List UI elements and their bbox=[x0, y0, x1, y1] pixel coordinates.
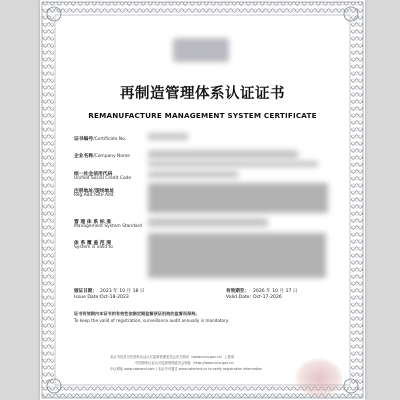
address-label-en: Reg.Add./Site Add. bbox=[74, 193, 115, 198]
cert-no-value-redacted bbox=[148, 133, 188, 140]
validity-note-en: To keep the valid of registration, surveillance audit annually is mandatory. bbox=[74, 318, 230, 323]
certificate-title-en: REMANUFACTURE MANAGEMENT SYSTEM CERTIFICATE bbox=[88, 111, 317, 120]
valid-date-label-cn: 有效期至： bbox=[226, 289, 249, 294]
red-seal-stamp bbox=[295, 358, 343, 398]
company-name-value-redacted bbox=[148, 150, 298, 159]
address-label-cn: 注册地址/现场地址 bbox=[74, 189, 115, 194]
footer-line-3: 中认网址 www.cabrand.com / 本证书可通过 www.caterund.cn to verify registration information bbox=[110, 367, 263, 371]
scope-value-redacted bbox=[148, 233, 326, 278]
cert-no-label-en: /Certificate No. bbox=[93, 137, 127, 142]
standard-label-en: Management System Standard bbox=[74, 224, 143, 229]
company-name-en-value-redacted bbox=[148, 161, 318, 167]
company-name-label-cn: 企业名称 bbox=[74, 154, 94, 159]
scope-label-en: System is valid to bbox=[74, 245, 113, 250]
cert-no-label-cn: 证书编号 bbox=[74, 137, 94, 142]
footer-line-2: 中国国家认证认可监督管理委员会网址（http://www.cnca.gov.cn） bbox=[135, 361, 237, 365]
issue-date-value-cn: 2023 年 10 月 18 日 bbox=[100, 289, 145, 294]
certifier-logo bbox=[173, 38, 229, 62]
credit-code-value-redacted bbox=[148, 171, 238, 178]
address-value-redacted bbox=[148, 183, 328, 213]
credit-code-label-en: Unified Social Credit Code bbox=[74, 176, 132, 181]
validity-note-cn: 证书有效期内本证书的有效性依据定期监督获证机构的监督而保持。 bbox=[74, 311, 200, 316]
standard-label-cn: 管 理 体 系 标 准 bbox=[74, 220, 112, 225]
certificate-title-cn: 再制造管理体系认证证书 bbox=[120, 86, 285, 102]
company-name-label-en: /Company Name bbox=[93, 154, 130, 159]
standard-value-redacted bbox=[148, 218, 268, 227]
footer-line-1: 本证书信息可在国家认证认可监督管理委员会官方网站（www.cnca.gov.cn）上查询 bbox=[110, 355, 234, 359]
issue-date-label-cn: 颁证日期： bbox=[74, 289, 97, 294]
valid-date-value-en: Oct-17-2026 bbox=[253, 295, 282, 300]
scope-label-cn: 体 系 覆 盖 范 围 bbox=[74, 241, 112, 246]
issue-date-label-en: Issue Date: bbox=[74, 295, 100, 300]
cert-no-label bbox=[74, 135, 126, 142]
company-name-label bbox=[74, 152, 130, 159]
valid-date-label-en: Valid Date: bbox=[226, 295, 252, 300]
certificate-sheet bbox=[40, 0, 365, 400]
valid-date-value-cn: 2026 年 10 月 17 日 bbox=[253, 289, 298, 294]
issue-date-value-en: Oct-18-2023 bbox=[100, 295, 129, 300]
credit-code-label-cn: 统一社会信用代码 bbox=[74, 172, 113, 177]
